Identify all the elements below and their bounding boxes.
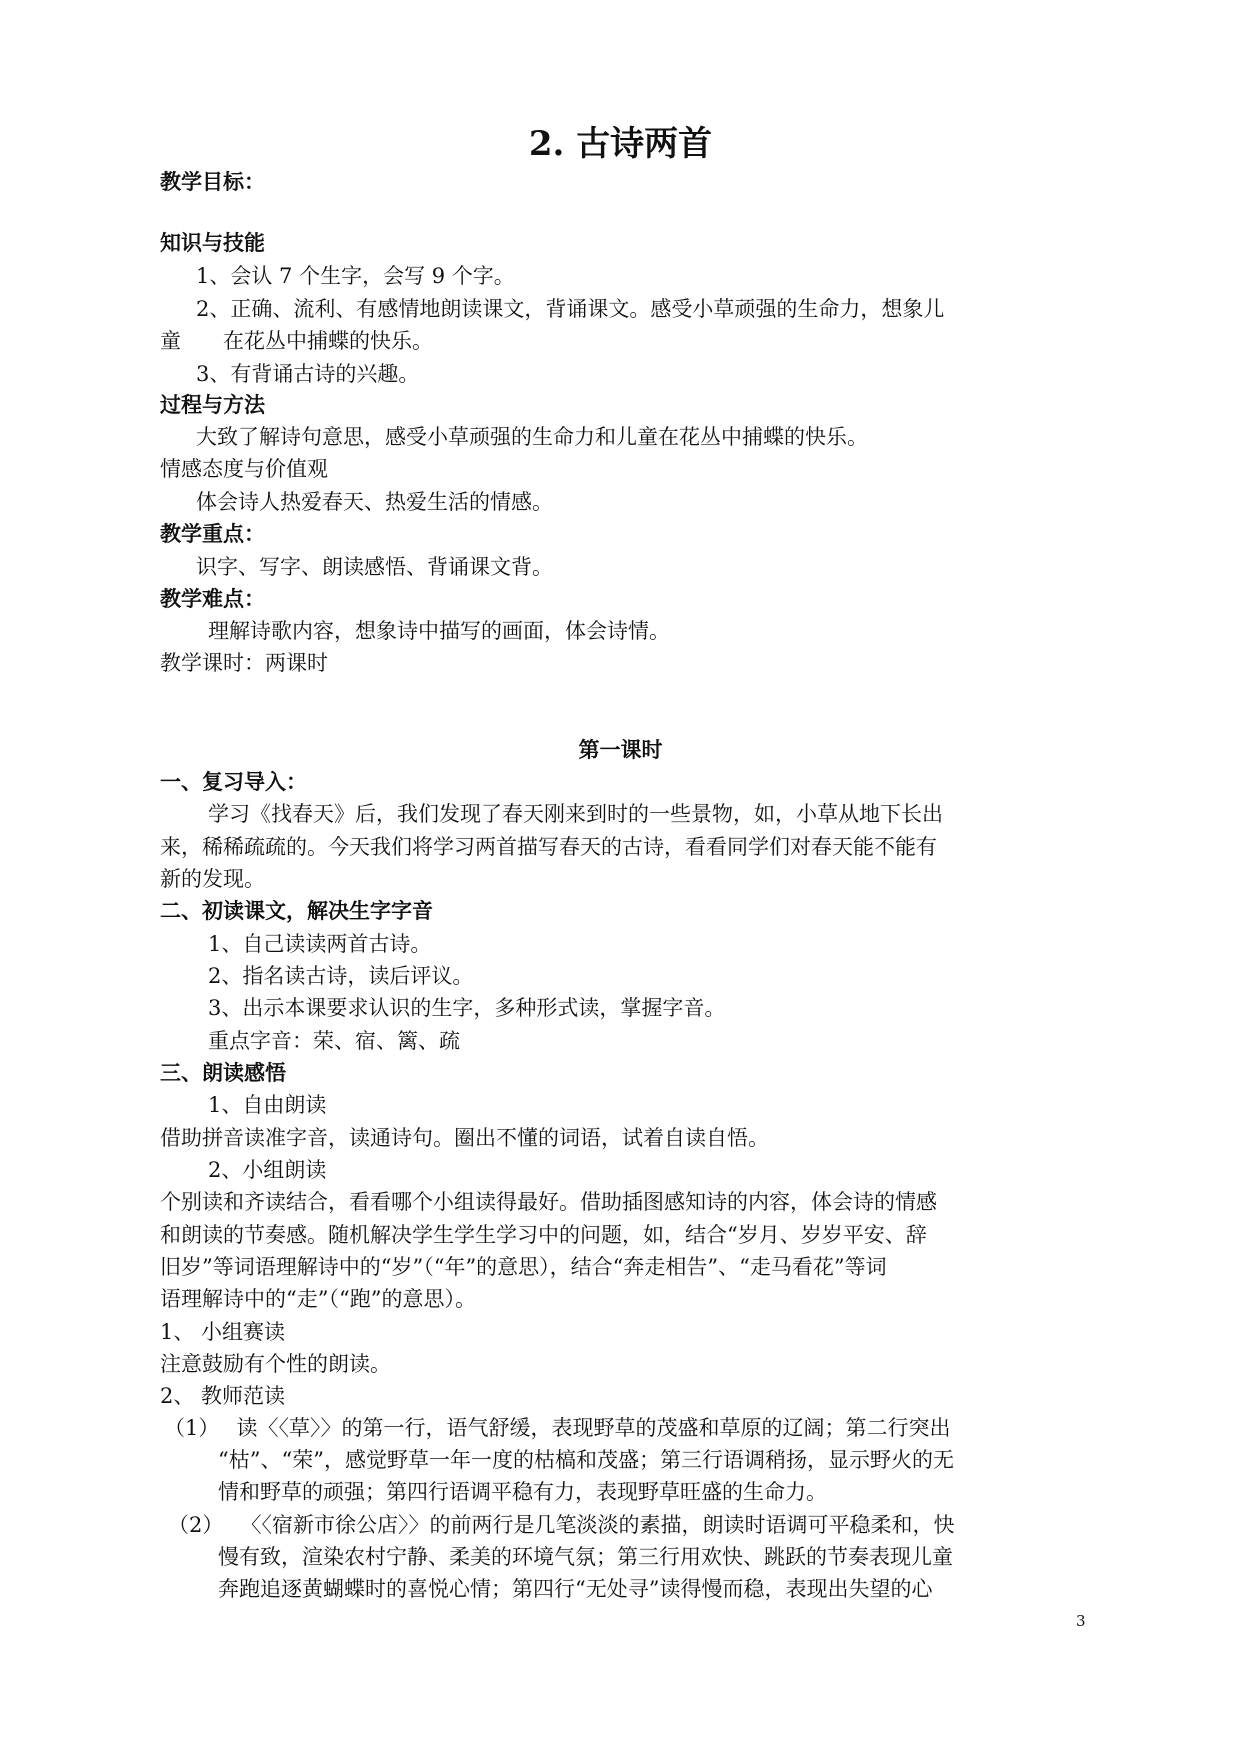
text-line: （1） 读〈〈草〉〉的第一行，语气舒缓，表现野草的茂盛和草原的辽阔；第二行突出 — [164, 1416, 951, 1440]
text-line: 童 在花丛中捕蝶的快乐。 — [160, 329, 433, 353]
text-line: 大致了解诗句意思，感受小草顽强的生命力和儿童在花丛中捕蝶的快乐。 — [196, 425, 868, 449]
text-line: 1、自由朗读 — [208, 1093, 327, 1117]
heading-process-method: 过程与方法 — [160, 392, 265, 417]
page-number: 3 — [1076, 1612, 1086, 1630]
text-line: 语理解诗中的“走”（“跑”的意思）。 — [160, 1287, 476, 1311]
text-line: 和朗读的节奏感。随机解决学生学生学习中的问题，如，结合“岁月、岁岁平安、辞 — [160, 1223, 927, 1247]
class-hours: 教学课时：两课时 — [160, 651, 328, 675]
heading-reading-understanding: 三、朗读感悟 — [160, 1060, 286, 1085]
text-line: 奔跑追逐黄蝴蝶时的喜悦心情；第四行“无处寻”读得慢而稳，表现出失望的心 — [218, 1577, 933, 1601]
text-line: 理解诗歌内容，想象诗中描写的画面，体会诗情。 — [208, 619, 670, 643]
section-title-first-lesson: 第一课时 — [578, 737, 663, 762]
text-line: 3、有背诵古诗的兴趣。 — [196, 362, 420, 386]
text-line: 2、 教师范读 — [160, 1384, 286, 1408]
text-line: 2、正确、流利、有感情地朗读课文，背诵课文。感受小草顽强的生命力，想象儿 — [196, 297, 945, 321]
text-line: 2、指名读古诗，读后评议。 — [208, 964, 474, 988]
text-line: 注意鼓励有个性的朗读。 — [160, 1352, 391, 1376]
text-line: “枯”、“荣”，感觉野草一年一度的枯槁和茂盛；第三行语调稍扬，显示野火的无 — [218, 1448, 954, 1472]
text-line: 体会诗人热爱春天、热爱生活的情感。 — [196, 490, 553, 514]
text-line: 1、 小组赛读 — [160, 1320, 286, 1344]
text-line: 来，稀稀疏疏的。今天我们将学习两首描写春天的古诗，看看同学们对春天能不能有 — [160, 835, 937, 859]
heading-objectives: 教学目标： — [160, 169, 265, 194]
heading-review: 一、复习导入： — [160, 769, 307, 794]
text-line: 1、自己读读两首古诗。 — [208, 932, 432, 956]
heading-emotion-values: 情感态度与价值观 — [160, 457, 328, 481]
text-line: （2） 〈〈宿新市徐公店〉〉的前两行是几笔淡淡的素描，朗读时语调可平稳柔和，快 — [168, 1513, 955, 1537]
page-title: 2. 古诗两首 — [528, 124, 713, 164]
text-line: 借助拼音读准字音，读通诗句。圈出不懂的词语，试着自读自悟。 — [160, 1126, 769, 1150]
text-line: 2、小组朗读 — [208, 1158, 327, 1182]
text-line: 3、出示本课要求认识的生字，多种形式读，掌握字音。 — [208, 996, 726, 1020]
text-line: 识字、写字、朗读感悟、背诵课文背。 — [196, 555, 553, 579]
text-line: 重点字音：荣、宿、篱、疏 — [208, 1029, 460, 1053]
heading-first-reading: 二、初读课文，解决生字字音 — [160, 898, 433, 923]
text-line: 新的发现。 — [160, 867, 265, 891]
text-line: 个别读和齐读结合，看看哪个小组读得最好。借助插图感知诗的内容，体会诗的情感 — [160, 1190, 937, 1214]
text-line: 慢有致，渲染农村宁静、柔美的环境气氛；第三行用欢快、跳跃的节奏表现儿童 — [218, 1545, 953, 1569]
heading-knowledge-skills: 知识与技能 — [160, 230, 265, 255]
heading-key-points: 教学重点： — [160, 521, 265, 546]
text-line: 旧岁”等词语理解诗中的“岁”（“年”的意思），结合“奔走相告”、“走马看花”等词 — [160, 1255, 887, 1279]
text-line: 1、会认 7 个生字，会写 9 个字。 — [196, 264, 515, 288]
text-line: 情和野草的顽强；第四行语调平稳有力，表现野草旺盛的生命力。 — [218, 1480, 827, 1504]
heading-difficulties: 教学难点： — [160, 586, 265, 611]
text-line: 学习《找春天》后，我们发现了春天刚来到时的一些景物，如，小草从地下长出 — [208, 802, 943, 826]
